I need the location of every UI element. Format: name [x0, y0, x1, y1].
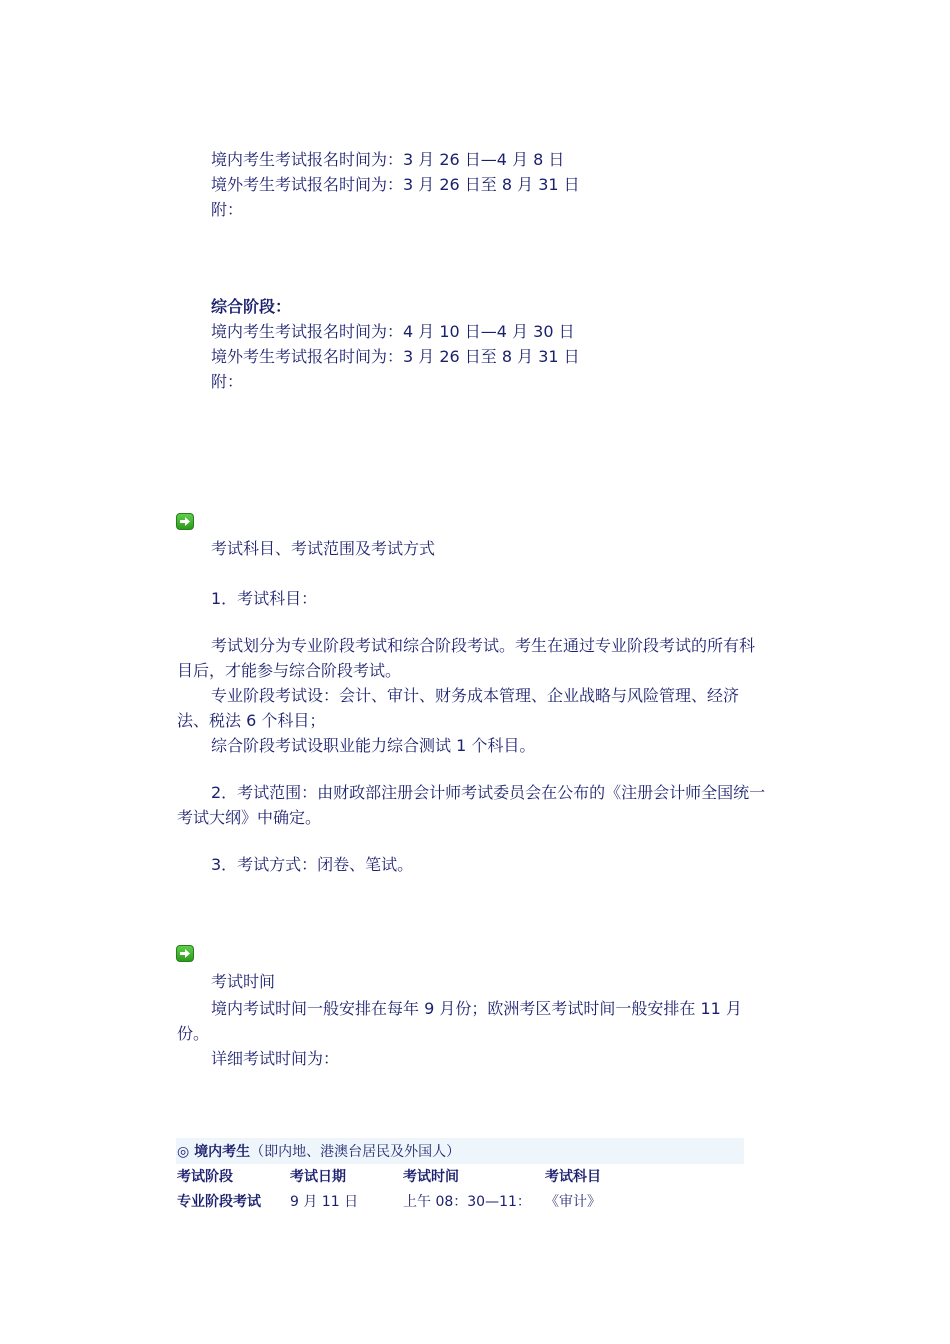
section-title: 考试时间 [211, 972, 276, 991]
exam-subjects-item: 1．考试科目： [211, 589, 318, 608]
exam-structure-paragraph: 考试划分为专业阶段考试和综合阶段考试。考生在通过专业阶段考试的所有科目后，才能参与综合阶段考试。 [177, 636, 756, 680]
table-cell-time: 上午 08：30—11： [403, 1194, 531, 1210]
detailed-time-label: 详细考试时间为： [211, 1049, 340, 1068]
table-cell-stage: 专业阶段考试 [177, 1194, 261, 1210]
table-caption-note: （即内地、港澳台居民及外国人） [250, 1144, 461, 1160]
section-title: 考试科目、考试范围及考试方式 [211, 539, 436, 558]
exam-scope-item: 2．考试范围：由财政部注册会计师考试委员会在公布的《注册会计师全国统一考试大纲》中确定。 [177, 783, 766, 827]
table-header-subject: 考试科目 [545, 1169, 601, 1185]
professional-stage-paragraph: 专业阶段考试设：会计、审计、财务成本管理、企业战略与风险管理、经济法、税法 6 个科目； [177, 686, 740, 730]
overseas-registration-line: 境外考生考试报名时间为：3 月 26 日至 8 月 31 日 [211, 347, 580, 366]
arrow-right-icon [176, 513, 194, 530]
exam-method-item: 3．考试方式：闭卷、笔试。 [211, 855, 414, 874]
attachment-label: 附： [211, 372, 244, 391]
table-cell-date: 9 月 11 日 [290, 1194, 359, 1210]
table-header-stage: 考试阶段 [177, 1169, 233, 1185]
domestic-registration-line: 境内考生考试报名时间为：4 月 10 日—4 月 30 日 [211, 322, 575, 341]
table-caption [177, 1142, 460, 1162]
overseas-registration-line: 境外考生考试报名时间为：3 月 26 日至 8 月 31 日 [211, 175, 580, 194]
comprehensive-stage-heading: 综合阶段： [211, 297, 292, 316]
table-header-date: 考试日期 [290, 1169, 346, 1185]
attachment-label: 附： [211, 200, 244, 219]
domestic-registration-line: 境内考生考试报名时间为：3 月 26 日—4 月 8 日 [211, 150, 565, 169]
table-caption-title: ◎ 境内考生 [177, 1144, 251, 1160]
exam-time-paragraph: 境内考试时间一般安排在每年 9 月份；欧洲考区考试时间一般安排在 11 月份。 [177, 999, 742, 1043]
table-header-time: 考试时间 [403, 1169, 459, 1185]
table-cell-subject: 《审计》 [545, 1194, 601, 1210]
arrow-right-icon [176, 945, 194, 962]
comprehensive-stage-paragraph: 综合阶段考试设职业能力综合测试 1 个科目。 [211, 736, 536, 755]
